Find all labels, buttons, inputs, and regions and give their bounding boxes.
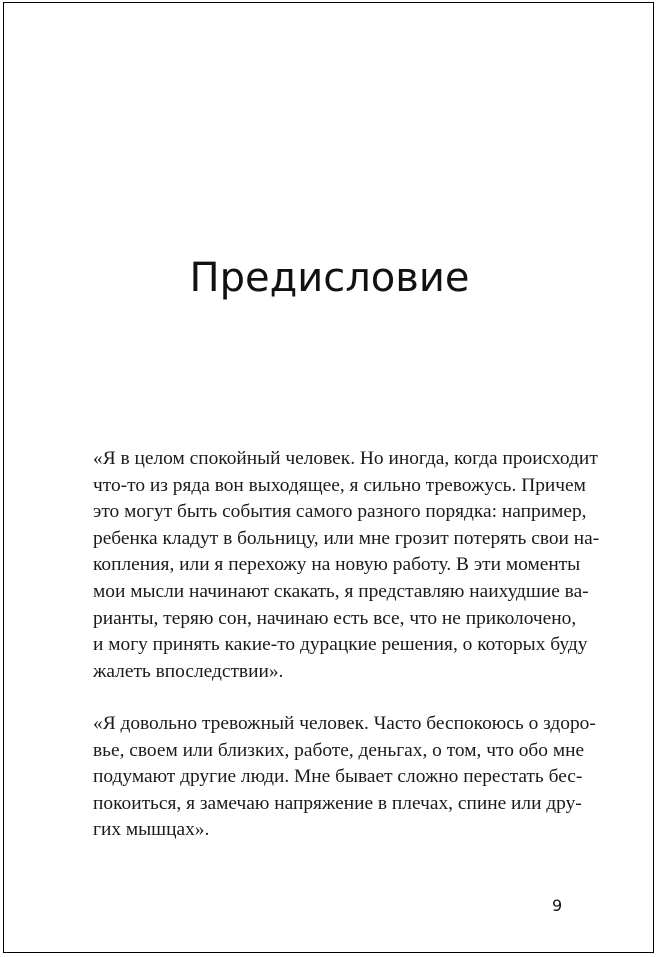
paragraph-line: рианты, теряю сон, начинаю есть все, что не приколочено, [93,607,577,629]
paragraph-line: это могут быть события самого разного порядка: например, [93,501,587,523]
paragraph-line: копления, или я перехожу на новую работу. В эти моменты [93,554,581,576]
paragraph-line: жалеть впоследствии». [93,660,284,682]
paragraph-2 [93,711,596,844]
paragraph-line: ребенка кладут в больницу, или мне грозит потерять свои на- [93,527,600,549]
book-page [3,2,654,953]
page-number: 9 [552,896,563,915]
paragraph-line: покоиться, я замечаю напряжение в плечах, спине или дру- [93,792,582,814]
paragraph-line: гих мышцах». [93,819,210,841]
paragraph-line: мои мысли начинают скакать, я представляю наихудшие ва- [93,580,589,602]
paragraph-line: «Я в целом спокойный человек. Но иногда, когда происходит [93,448,598,469]
paragraph-line: что-то из ряда вон выходящее, я сильно тревожусь. Причем [93,474,586,496]
paragraph-line: и могу принять какие-то дурацкие решения, о которых буду [93,634,588,656]
paragraph-line: подумают другие люди. Мне бывает сложно перестать бес- [93,766,583,788]
paragraph-line: вье, своем или близких, работе, деньгах, о том, что обо мне [93,739,585,761]
paragraph-line: «Я довольно тревожный человек. Часто беспокоюсь о здоро- [93,713,596,734]
chapter-title: Предисловие [189,255,470,301]
paragraph-1 [93,446,600,685]
